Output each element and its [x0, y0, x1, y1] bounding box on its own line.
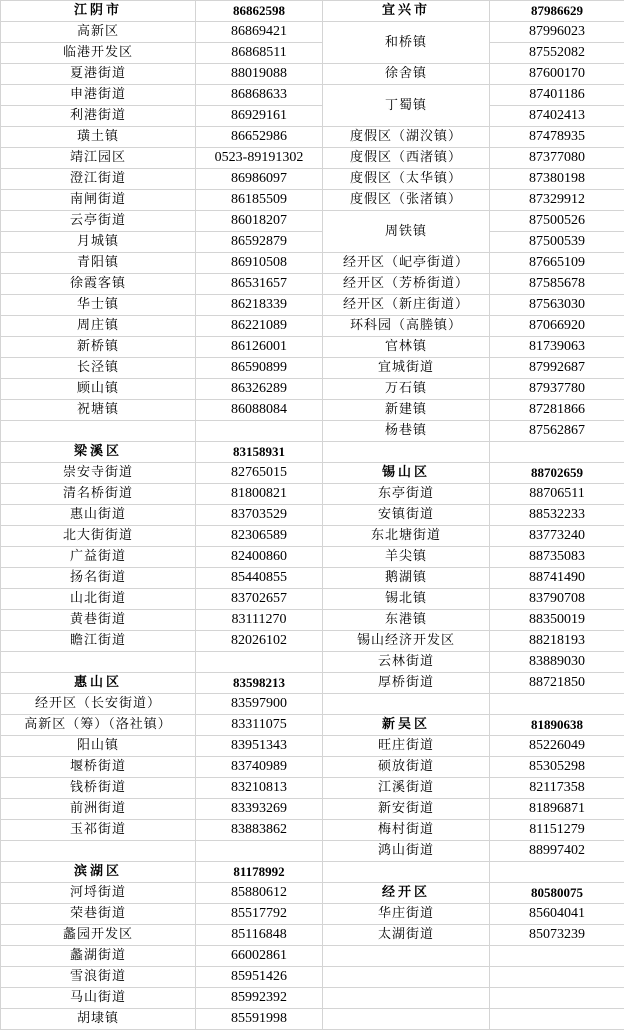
directory-row	[1, 652, 624, 673]
left-unit-name: 利港街道	[1, 106, 196, 127]
directory-row	[1, 253, 624, 274]
right-unit-phone: 88350019	[490, 610, 624, 631]
left-unit-phone: 86326289	[196, 379, 323, 400]
right-unit-name: 度假区（湖㳇镇）	[323, 127, 490, 148]
right-unit-name	[323, 862, 490, 883]
district-header-phone: 87986629	[490, 1, 624, 22]
right-unit-name: 东北塘街道	[323, 526, 490, 547]
right-unit-name: 羊尖镇	[323, 547, 490, 568]
left-unit-name: 经开区（长安街道）	[1, 694, 196, 715]
left-unit-phone: 85591998	[196, 1009, 323, 1030]
right-unit-phone: 88218193	[490, 631, 624, 652]
right-unit-name: 度假区（太华镇）	[323, 169, 490, 190]
right-unit-phone: 87665109	[490, 253, 624, 274]
right-unit-name: 和桥镇	[323, 22, 490, 64]
right-unit-phone: 88532233	[490, 505, 624, 526]
right-unit-name: 经开区（屺亭街道）	[323, 253, 490, 274]
left-unit-name: 胡埭镇	[1, 1009, 196, 1030]
left-unit-name: 顾山镇	[1, 379, 196, 400]
left-unit-name: 云亭街道	[1, 211, 196, 232]
right-unit-phone: 83889030	[490, 652, 624, 673]
left-unit-name: 崇安寺街道	[1, 463, 196, 484]
left-unit-name: 北大街街道	[1, 526, 196, 547]
left-unit-name: 蠡湖街道	[1, 946, 196, 967]
right-unit-name: 度假区（西渚镇）	[323, 148, 490, 169]
left-unit-name: 堰桥街道	[1, 757, 196, 778]
directory-row	[1, 820, 624, 841]
left-unit-phone: 82400860	[196, 547, 323, 568]
directory-row	[1, 988, 624, 1009]
right-unit-phone: 85604041	[490, 904, 624, 925]
right-unit-phone	[490, 694, 624, 715]
district-header-name: 经开区	[323, 883, 490, 904]
district-header-phone: 88702659	[490, 463, 624, 484]
right-unit-phone: 87401186	[490, 85, 624, 106]
right-unit-phone: 81151279	[490, 820, 624, 841]
right-unit-name	[323, 988, 490, 1009]
right-unit-phone: 82117358	[490, 778, 624, 799]
right-unit-phone	[490, 988, 624, 1009]
district-header-phone: 81178992	[196, 862, 323, 883]
right-unit-phone	[490, 862, 624, 883]
right-unit-phone: 87992687	[490, 358, 624, 379]
right-unit-phone: 88741490	[490, 568, 624, 589]
directory-row	[1, 211, 624, 232]
directory-row	[1, 379, 624, 400]
right-unit-phone: 81896871	[490, 799, 624, 820]
directory-row	[1, 883, 624, 904]
directory-row	[1, 400, 624, 421]
district-header-name: 梁溪区	[1, 442, 196, 463]
left-unit-phone: 82306589	[196, 526, 323, 547]
left-unit-name	[1, 421, 196, 442]
left-unit-name: 雪浪街道	[1, 967, 196, 988]
directory-row	[1, 484, 624, 505]
left-unit-phone: 82765015	[196, 463, 323, 484]
directory-row	[1, 295, 624, 316]
directory-row	[1, 43, 624, 64]
directory-row	[1, 778, 624, 799]
right-unit-name: 锡山经济开发区	[323, 631, 490, 652]
directory-row	[1, 799, 624, 820]
district-header-name: 滨湖区	[1, 862, 196, 883]
left-unit-phone: 85880612	[196, 883, 323, 904]
right-unit-name: 云林街道	[323, 652, 490, 673]
left-unit-name: 澄江街道	[1, 169, 196, 190]
left-unit-phone: 66002861	[196, 946, 323, 967]
right-unit-name: 新建镇	[323, 400, 490, 421]
right-unit-phone: 87281866	[490, 400, 624, 421]
right-unit-name: 东亭街道	[323, 484, 490, 505]
left-unit-name: 扬名街道	[1, 568, 196, 589]
left-unit-phone: 85951426	[196, 967, 323, 988]
left-unit-phone: 86868633	[196, 85, 323, 106]
right-unit-name: 丁蜀镇	[323, 85, 490, 127]
left-unit-phone: 83111270	[196, 610, 323, 631]
directory-row	[1, 1, 624, 22]
left-unit-phone: 86221089	[196, 316, 323, 337]
right-unit-name: 环科园（高塍镇）	[323, 316, 490, 337]
right-unit-name: 新安街道	[323, 799, 490, 820]
left-unit-phone: 85992392	[196, 988, 323, 1009]
right-unit-name: 经开区（新庄街道）	[323, 295, 490, 316]
right-unit-phone: 87380198	[490, 169, 624, 190]
directory-row	[1, 127, 624, 148]
right-unit-phone: 87563030	[490, 295, 624, 316]
left-unit-name: 长泾镇	[1, 358, 196, 379]
left-unit-phone: 86592879	[196, 232, 323, 253]
right-unit-phone	[490, 442, 624, 463]
right-unit-phone: 85305298	[490, 757, 624, 778]
right-unit-name: 锡北镇	[323, 589, 490, 610]
directory-row	[1, 568, 624, 589]
right-unit-name: 鹅湖镇	[323, 568, 490, 589]
district-header-phone: 83158931	[196, 442, 323, 463]
district-header-name: 宜兴市	[323, 1, 490, 22]
right-unit-name: 周铁镇	[323, 211, 490, 253]
right-unit-phone: 88997402	[490, 841, 624, 862]
left-unit-phone: 85517792	[196, 904, 323, 925]
directory-row	[1, 904, 624, 925]
left-unit-phone: 86185509	[196, 190, 323, 211]
left-unit-name: 黄巷街道	[1, 610, 196, 631]
left-unit-name: 山北街道	[1, 589, 196, 610]
left-unit-phone: 83311075	[196, 715, 323, 736]
left-unit-phone: 0523-89191302	[196, 148, 323, 169]
left-unit-name: 前洲街道	[1, 799, 196, 820]
directory-row	[1, 106, 624, 127]
left-unit-phone: 83210813	[196, 778, 323, 799]
left-unit-name: 河埒街道	[1, 883, 196, 904]
directory-row	[1, 463, 624, 484]
left-unit-name: 青阳镇	[1, 253, 196, 274]
left-unit-phone	[196, 421, 323, 442]
left-unit-phone: 85440855	[196, 568, 323, 589]
left-unit-name: 华士镇	[1, 295, 196, 316]
left-unit-phone: 86126001	[196, 337, 323, 358]
left-unit-phone: 86018207	[196, 211, 323, 232]
right-unit-phone: 87066920	[490, 316, 624, 337]
directory-row	[1, 316, 624, 337]
left-unit-phone: 81800821	[196, 484, 323, 505]
right-unit-phone: 83773240	[490, 526, 624, 547]
right-unit-name: 梅村街道	[323, 820, 490, 841]
directory-row	[1, 64, 624, 85]
directory-row	[1, 694, 624, 715]
right-unit-name: 旺庄街道	[323, 736, 490, 757]
right-unit-name: 东港镇	[323, 610, 490, 631]
directory-row	[1, 337, 624, 358]
directory-row	[1, 85, 624, 106]
left-unit-name: 靖江园区	[1, 148, 196, 169]
directory-row	[1, 946, 624, 967]
right-unit-name: 鸿山街道	[323, 841, 490, 862]
left-unit-name: 高新区（筹）（洛社镇）	[1, 715, 196, 736]
right-unit-phone: 87500539	[490, 232, 624, 253]
left-unit-phone: 86652986	[196, 127, 323, 148]
directory-row	[1, 841, 624, 862]
right-unit-phone: 85226049	[490, 736, 624, 757]
directory-row	[1, 22, 624, 43]
left-unit-phone: 86590899	[196, 358, 323, 379]
right-unit-name: 宜城街道	[323, 358, 490, 379]
directory-row	[1, 967, 624, 988]
left-unit-phone: 86910508	[196, 253, 323, 274]
left-unit-phone: 86986097	[196, 169, 323, 190]
right-unit-name: 华庄街道	[323, 904, 490, 925]
right-unit-name: 厚桥街道	[323, 673, 490, 694]
left-unit-name: 高新区	[1, 22, 196, 43]
left-unit-name: 惠山街道	[1, 505, 196, 526]
right-unit-phone	[490, 1009, 624, 1030]
left-unit-phone: 86531657	[196, 274, 323, 295]
district-header-name: 惠山区	[1, 673, 196, 694]
left-unit-phone: 83702657	[196, 589, 323, 610]
left-unit-name: 临港开发区	[1, 43, 196, 64]
left-unit-name: 瞻江街道	[1, 631, 196, 652]
district-header-name: 江阴市	[1, 1, 196, 22]
directory-row	[1, 421, 624, 442]
directory-row	[1, 232, 624, 253]
right-unit-phone: 87585678	[490, 274, 624, 295]
left-unit-phone: 86869421	[196, 22, 323, 43]
directory-row	[1, 190, 624, 211]
left-unit-name: 清名桥街道	[1, 484, 196, 505]
left-unit-name: 荣巷街道	[1, 904, 196, 925]
left-unit-name: 璜土镇	[1, 127, 196, 148]
left-unit-phone: 86088084	[196, 400, 323, 421]
right-unit-name	[323, 946, 490, 967]
right-unit-phone: 88721850	[490, 673, 624, 694]
left-unit-name: 周庄镇	[1, 316, 196, 337]
right-unit-phone: 87562867	[490, 421, 624, 442]
directory-row	[1, 925, 624, 946]
right-unit-phone: 87329912	[490, 190, 624, 211]
left-unit-phone: 86218339	[196, 295, 323, 316]
left-unit-name: 钱桥街道	[1, 778, 196, 799]
right-unit-name: 太湖街道	[323, 925, 490, 946]
district-header-phone: 86862598	[196, 1, 323, 22]
left-unit-name: 申港街道	[1, 85, 196, 106]
district-header-name: 新吴区	[323, 715, 490, 736]
right-unit-phone: 87552082	[490, 43, 624, 64]
right-unit-phone	[490, 946, 624, 967]
directory-row	[1, 610, 624, 631]
right-unit-phone: 87402413	[490, 106, 624, 127]
right-unit-name: 江溪街道	[323, 778, 490, 799]
left-unit-phone: 86929161	[196, 106, 323, 127]
right-unit-phone: 88706511	[490, 484, 624, 505]
left-unit-name: 广益街道	[1, 547, 196, 568]
directory-row	[1, 358, 624, 379]
right-unit-name: 安镇街道	[323, 505, 490, 526]
left-unit-phone: 83740989	[196, 757, 323, 778]
directory-body	[1, 1, 624, 1030]
right-unit-phone	[490, 967, 624, 988]
left-unit-phone: 83703529	[196, 505, 323, 526]
directory-row	[1, 148, 624, 169]
district-header-phone: 83598213	[196, 673, 323, 694]
right-unit-phone: 88735083	[490, 547, 624, 568]
right-unit-name: 经开区（芳桥街道）	[323, 274, 490, 295]
right-unit-phone: 85073239	[490, 925, 624, 946]
district-header-phone: 80580075	[490, 883, 624, 904]
left-unit-phone: 86868511	[196, 43, 323, 64]
right-unit-phone: 87937780	[490, 379, 624, 400]
left-unit-phone: 83597900	[196, 694, 323, 715]
right-unit-phone: 87600170	[490, 64, 624, 85]
right-unit-phone: 87996023	[490, 22, 624, 43]
directory-row	[1, 442, 624, 463]
district-header-phone: 81890638	[490, 715, 624, 736]
left-unit-name: 新桥镇	[1, 337, 196, 358]
right-unit-phone: 87500526	[490, 211, 624, 232]
right-unit-name	[323, 967, 490, 988]
directory-row	[1, 673, 624, 694]
left-unit-phone: 83883862	[196, 820, 323, 841]
right-unit-name	[323, 442, 490, 463]
right-unit-phone: 81739063	[490, 337, 624, 358]
left-unit-name: 阳山镇	[1, 736, 196, 757]
directory-row	[1, 274, 624, 295]
left-unit-name	[1, 841, 196, 862]
left-unit-phone: 82026102	[196, 631, 323, 652]
left-unit-phone	[196, 652, 323, 673]
directory-row	[1, 715, 624, 736]
directory-row	[1, 736, 624, 757]
left-unit-name	[1, 652, 196, 673]
left-unit-phone: 88019088	[196, 64, 323, 85]
directory-row	[1, 505, 624, 526]
left-unit-name: 南闸街道	[1, 190, 196, 211]
right-unit-name: 官林镇	[323, 337, 490, 358]
left-unit-name: 马山街道	[1, 988, 196, 1009]
left-unit-phone: 83393269	[196, 799, 323, 820]
right-unit-phone: 83790708	[490, 589, 624, 610]
left-unit-name: 祝塘镇	[1, 400, 196, 421]
left-unit-name: 徐霞客镇	[1, 274, 196, 295]
right-unit-name: 徐舍镇	[323, 64, 490, 85]
right-unit-name: 万石镇	[323, 379, 490, 400]
left-unit-name: 夏港街道	[1, 64, 196, 85]
directory-row	[1, 526, 624, 547]
right-unit-name: 杨巷镇	[323, 421, 490, 442]
right-unit-phone: 87478935	[490, 127, 624, 148]
directory-row	[1, 169, 624, 190]
left-unit-phone	[196, 841, 323, 862]
right-unit-name	[323, 1009, 490, 1030]
right-unit-name	[323, 694, 490, 715]
directory-row	[1, 862, 624, 883]
district-header-name: 锡山区	[323, 463, 490, 484]
left-unit-name: 月城镇	[1, 232, 196, 253]
directory-row	[1, 589, 624, 610]
left-unit-name: 蠡园开发区	[1, 925, 196, 946]
right-unit-name: 度假区（张渚镇）	[323, 190, 490, 211]
directory-row	[1, 757, 624, 778]
left-unit-phone: 85116848	[196, 925, 323, 946]
directory-row	[1, 631, 624, 652]
left-unit-phone: 83951343	[196, 736, 323, 757]
right-unit-phone: 87377080	[490, 148, 624, 169]
right-unit-name: 硕放街道	[323, 757, 490, 778]
directory-row	[1, 1009, 624, 1030]
directory-row	[1, 547, 624, 568]
left-unit-name: 玉祁街道	[1, 820, 196, 841]
